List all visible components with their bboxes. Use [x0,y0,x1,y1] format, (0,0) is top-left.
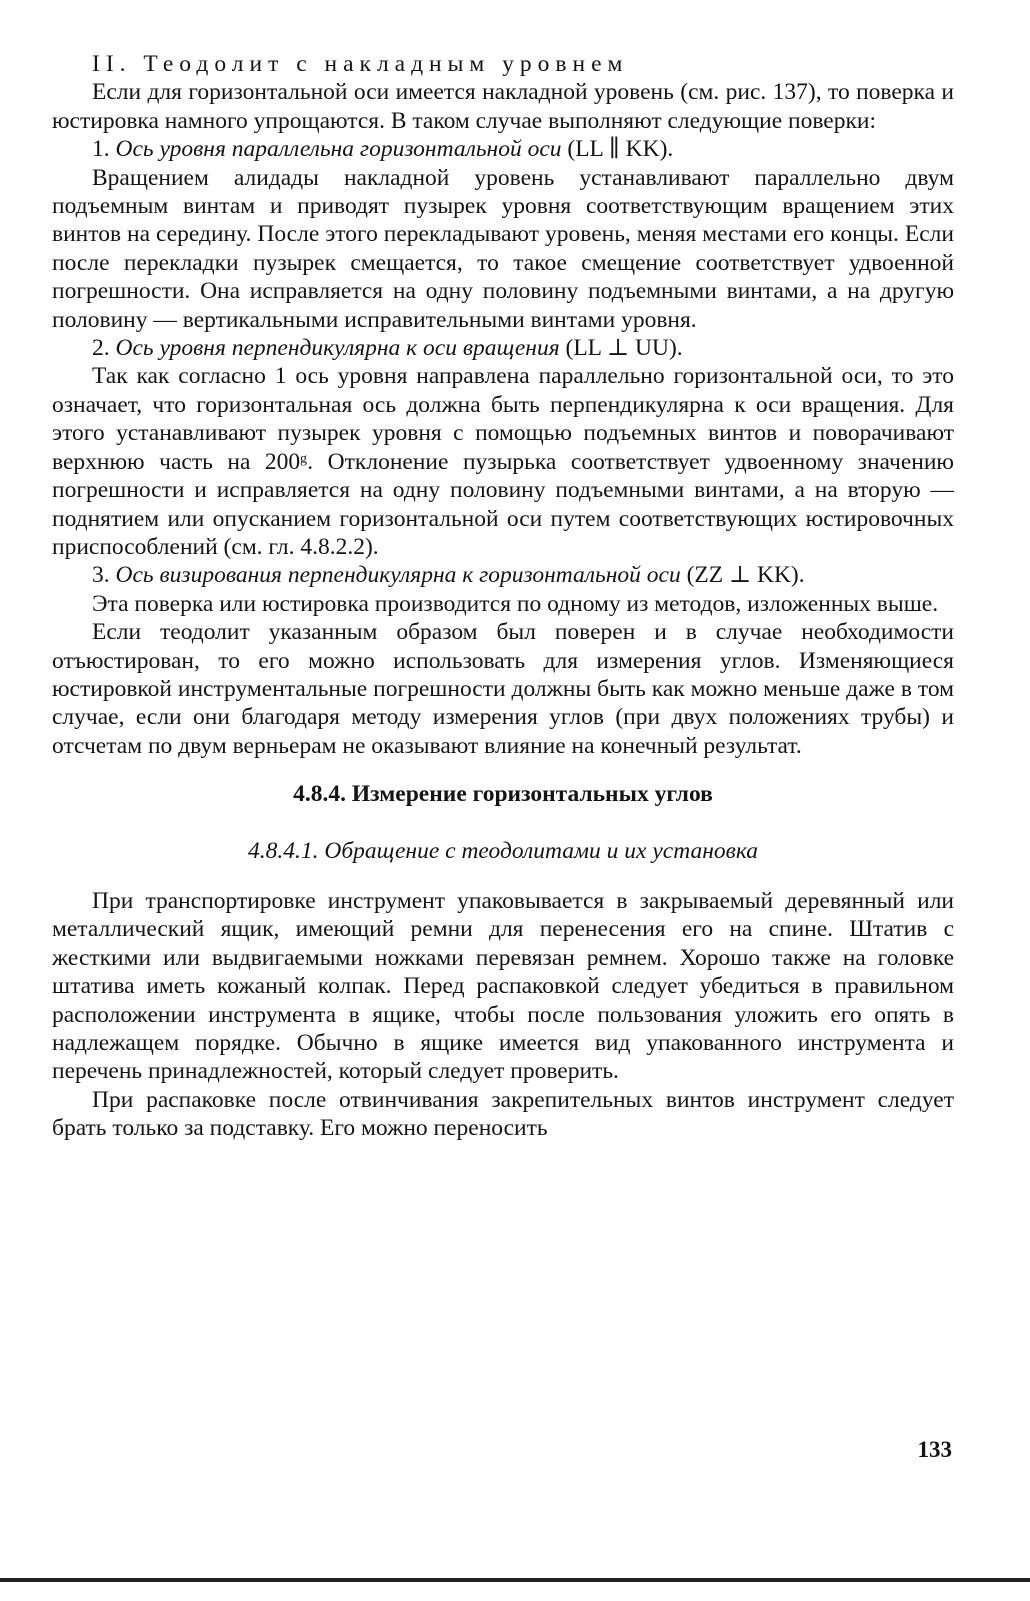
check-item-2-formula: (LL ⊥ UU). [565,335,683,362]
subsection-title: 4.8.4.1. Обращение с теодолитами и их установка [248,837,758,864]
check-item-2 [52,334,954,362]
paragraph-check-3: Эта поверка или юстировка производится по одному из методов, изложенных выше. [92,590,939,617]
subheading-theodolite-with-level: II. Теодолит с накладным уровнем [92,51,629,77]
section-title: 4.8.4. Измерение горизонтальных углов [293,781,713,808]
paragraph-check-1: Вращением алидады накладной уровень устанавливают параллельно двум подъемным винтам и приводят пузырек уровня соответствующим вращением этих винтов на середину. После этого перекладывают уровень, меняя местами его концы. Если после перекладки пузырек смещается, то такое смещение соответствует удвоенной погрешности. Она исправляется на одну половину подъемными винтами, а на другую половину — вертикальными исправительными винтами уровня. [52,164,954,333]
paragraph-conclusion: Если теодолит указанным образом был поверен и в случае необходимости отъюстирован, то его можно использовать для измерения углов. Изменяющиеся юстировкой инструментальные погрешности должны быть как можно меньше даже в том случае, если они благодаря методу измерения углов (при двух положениях трубы) и отсчетам по двум верньерам не оказывают влияние на конечный результат. [52,619,954,759]
check-item-2-text: Ось уровня перпендикулярна к оси вращения [115,335,560,362]
scan-edge-divider [0,1578,1030,1582]
check-item-1 [52,135,954,163]
check-item-3-text: Ось визирования перпендикулярна к горизонтальной оси [115,562,681,589]
check-item-3-number: 3. [92,562,110,589]
check-item-3 [52,561,954,589]
check-item-1-formula: (LL ∥ KK). [567,136,674,163]
page-number: 133 [917,1437,952,1462]
paragraph-transport: При транспортировке инструмент упаковывается в закрываемый деревянный или металлический ящик, имеющий ремни для перенесения его на спине. Штатив с жесткими или выдвигаемыми ножками перевязан ремнем. Хорошо также на головке штатива иметь кожаный колпак. Перед распаковкой следует убедиться в правильном расположении инструмента в ящике, чтобы после пользования уложить его опять в надлежащем порядке. Обычно в ящике имеется вид упакованного инструмента и перечень принадлежностей, который следует проверить. [52,887,954,1085]
check-item-2-number: 2. [92,335,110,362]
paragraph-unpacking: При распаковке после отвинчивания закрепительных винтов инструмент следует брать только за подставку. Его можно переносить [52,1086,954,1142]
paragraph-intro: Если для горизонтальной оси имеется накладной уровень (см. рис. 137), то поверка и юстировка намного упрощаются. В таком случае выполняют следующие поверки: [52,79,954,134]
page-body [52,50,954,1143]
check-item-3-formula: (ZZ ⊥ KK). [686,562,805,589]
check-item-1-number: 1. [92,136,110,163]
check-item-1-text: Ось уровня параллельна горизонтальной оси [115,136,562,163]
paragraph-check-2: Так как согласно 1 ось уровня направлена параллельно горизонтальной оси, то это означает, что горизонтальная ось должна быть перпендикулярна к оси вращения. Для этого устанавливают пузырек уровня с помощью подъемных винтов и поворачивают верхнюю часть на 200ᵍ. Отклонение пузырька соответствует удвоенному значению погрешности и исправляется на одну половину подъемными винтами, а на вторую — поднятием или опусканием горизонтальной оси путем соответствующих юстировочных приспособлений (см. гл. 4.8.2.2). [52,363,954,560]
